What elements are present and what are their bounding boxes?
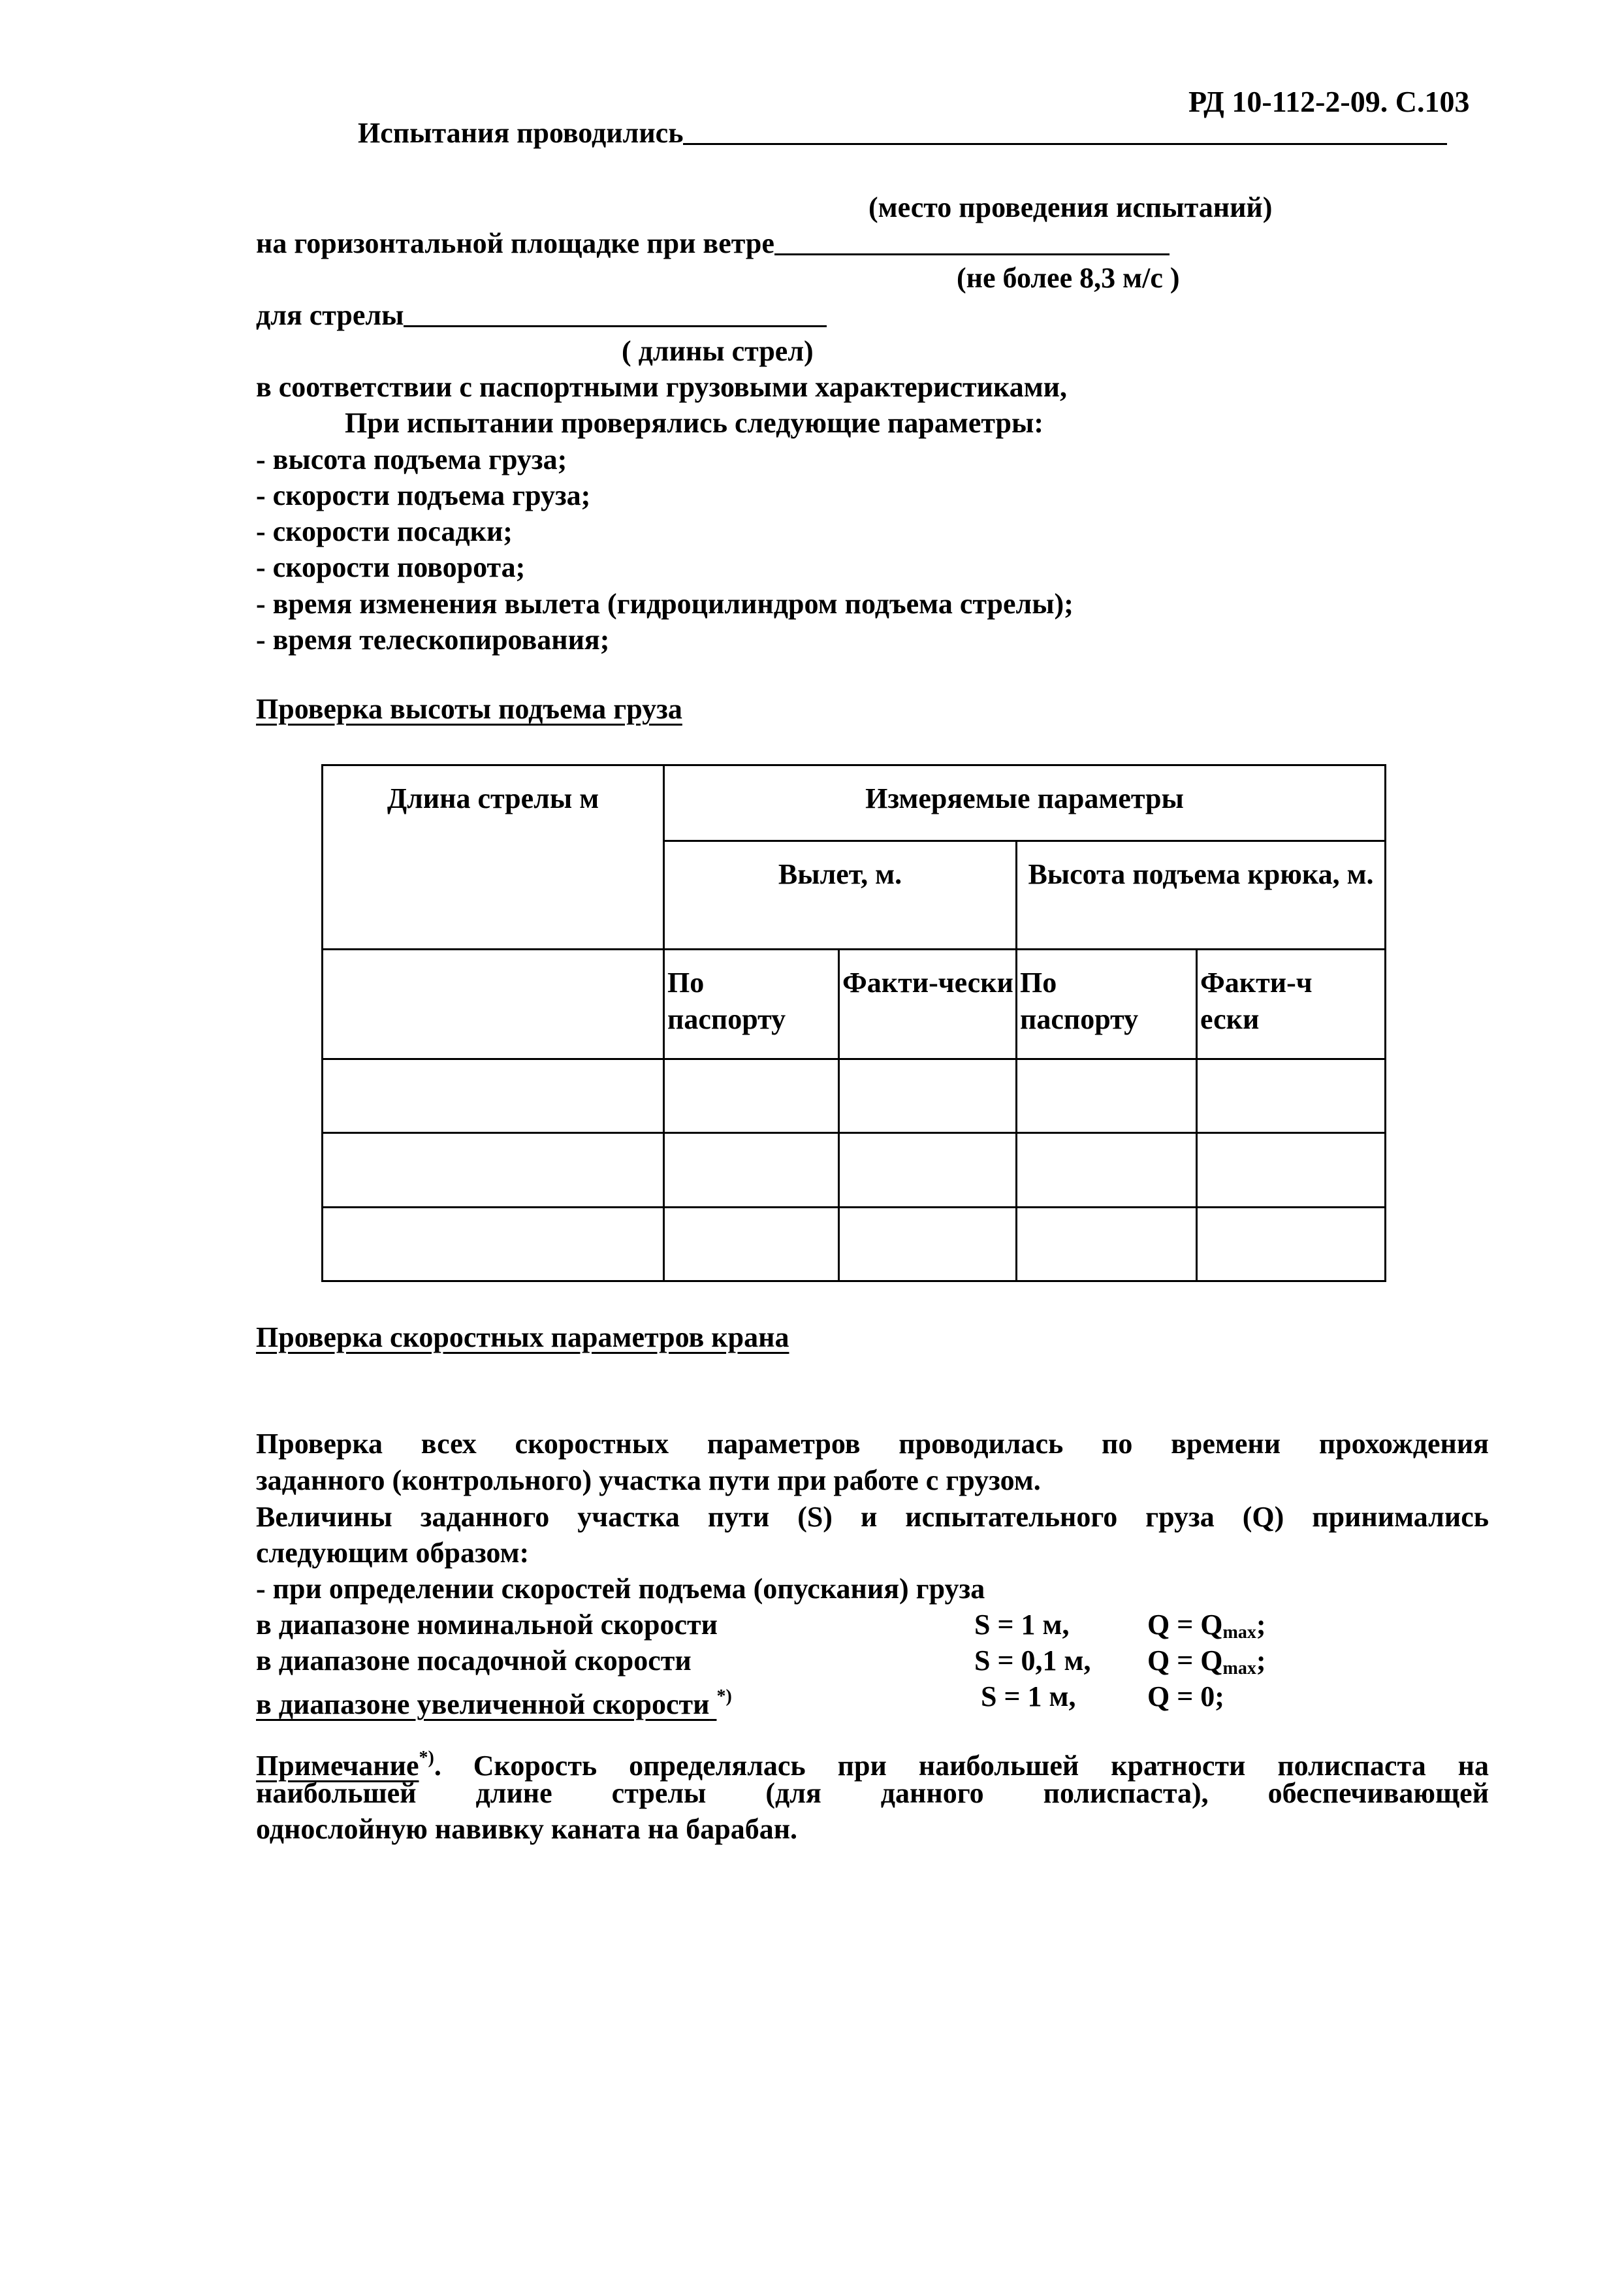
table-cell[interactable] (1017, 1208, 1197, 1281)
accordance-text: в соответствии с паспортными грузовыми характеристиками, (256, 371, 1068, 403)
wind-hint: (не более 8,3 м/с ) (957, 262, 1180, 294)
table-row (323, 1208, 1386, 1281)
place-hint: (место проведения испытаний) (868, 191, 1273, 223)
header-height-passport: По паспорту (1017, 950, 1197, 1059)
table-row (323, 1059, 1386, 1133)
param-list-item: - высота подъема груза; (256, 443, 567, 475)
header-reach-actual: Факти-чески (839, 950, 1017, 1059)
header-boom-length: Длина стрелы м (323, 765, 664, 950)
speed-paragraph-2-line-2: следующим образом: (256, 1537, 530, 1569)
param-list-item: - время телескопирования; (256, 624, 610, 656)
range-nominal-label: в диапазоне номинальной скорости (256, 1609, 718, 1641)
note-line-2: наибольшей длине стрелы (для данного полиспаста), обеспечивающей (256, 1777, 1489, 1809)
range-landing-s: S = 0,1 м, (974, 1645, 1091, 1677)
note-line-1: Примечание*). Скорость определялась при наибольшей кратности полиспаста на (256, 1748, 1489, 1782)
table-cell[interactable] (1197, 1208, 1386, 1281)
header-reach-passport: По паспорту (664, 950, 839, 1059)
range-increased-label: в диапазоне увеличенной скорости *) (256, 1686, 732, 1720)
table-cell[interactable] (839, 1208, 1017, 1281)
table-cell[interactable] (1017, 1133, 1197, 1208)
height-check-table (321, 764, 1386, 1282)
table-cell[interactable] (839, 1133, 1017, 1208)
speed-paragraph-3: - при определении скоростей подъема (опускания) груза (256, 1573, 985, 1605)
header-reach: Вылет, м. (664, 841, 1017, 950)
param-list-item: - скорости поворота; (256, 551, 526, 583)
boom-blank (404, 299, 827, 327)
range-landing-label: в диапазоне посадочной скорости (256, 1645, 692, 1677)
document-reference: РД 10-112-2-09. С.103 (1188, 85, 1470, 118)
checked-params-heading: При испытании проверялись следующие параметры: (345, 407, 1043, 439)
note-label: Примечание (256, 1750, 419, 1782)
param-list-item: - время изменения вылета (гидроцилиндром подъема стрелы); (256, 588, 1074, 620)
wind-line (256, 225, 1170, 262)
speed-check-title: Проверка скоростных параметров крана (256, 1321, 789, 1353)
wind-label: на горизонтальной площадке при ветре (256, 227, 774, 259)
table-cell[interactable] (323, 1208, 664, 1281)
range-landing-q: $Q = Q_{max}$; (1147, 1645, 1266, 1678)
table-cell[interactable] (323, 1059, 664, 1133)
note-line-3: однослойную навивку каната на барабан. (256, 1813, 798, 1845)
boom-line (256, 297, 827, 334)
table-cell[interactable] (664, 1059, 839, 1133)
tests-location-blank (683, 117, 1447, 145)
range-increased-s: S = 1 м, (981, 1680, 1076, 1712)
table-cell[interactable] (1197, 1133, 1386, 1208)
table-cell[interactable] (839, 1059, 1017, 1133)
table-cell[interactable] (664, 1208, 839, 1281)
height-check-title: Проверка высоты подъема груза (256, 693, 682, 725)
speed-paragraph-2-line-1: Величины заданного участка пути (S) и испытательного груза (Q) принимались (256, 1501, 1489, 1533)
header-blank-cell (323, 950, 664, 1059)
table-cell[interactable] (664, 1133, 839, 1208)
header-height-actual: Факти-чески (1197, 950, 1386, 1059)
speed-paragraph-1-line-2: заданного (контрольного) участка пути при работе с грузом. (256, 1464, 1041, 1496)
header-hook-height: Высота подъема крюка, м. (1017, 841, 1386, 950)
table-row (323, 1133, 1386, 1208)
table-cell[interactable] (323, 1133, 664, 1208)
tests-label: Испытания проводились (358, 117, 684, 149)
range-nominal-s: S = 1 м, (974, 1609, 1070, 1641)
range-nominal-q: $Q = Q_{max}$; (1147, 1609, 1266, 1643)
table-cell[interactable] (1197, 1059, 1386, 1133)
table-cell[interactable] (1017, 1059, 1197, 1133)
boom-hint: ( длины стрел) (622, 335, 814, 367)
header-measured-params: Измеряемые параметры (664, 765, 1386, 841)
wind-blank (774, 227, 1170, 255)
tests-location-line (358, 115, 1447, 152)
range-increased-q: Q = 0; (1147, 1680, 1224, 1712)
param-list-item: - скорости подъема груза; (256, 479, 591, 511)
boom-label: для стрелы (256, 299, 404, 331)
note-superscript: *) (419, 1748, 434, 1768)
speed-paragraph-1-line-1: Проверка всех скоростных параметров проводилась по времени прохождения (256, 1428, 1489, 1460)
param-list-item: - скорости посадки; (256, 515, 513, 547)
